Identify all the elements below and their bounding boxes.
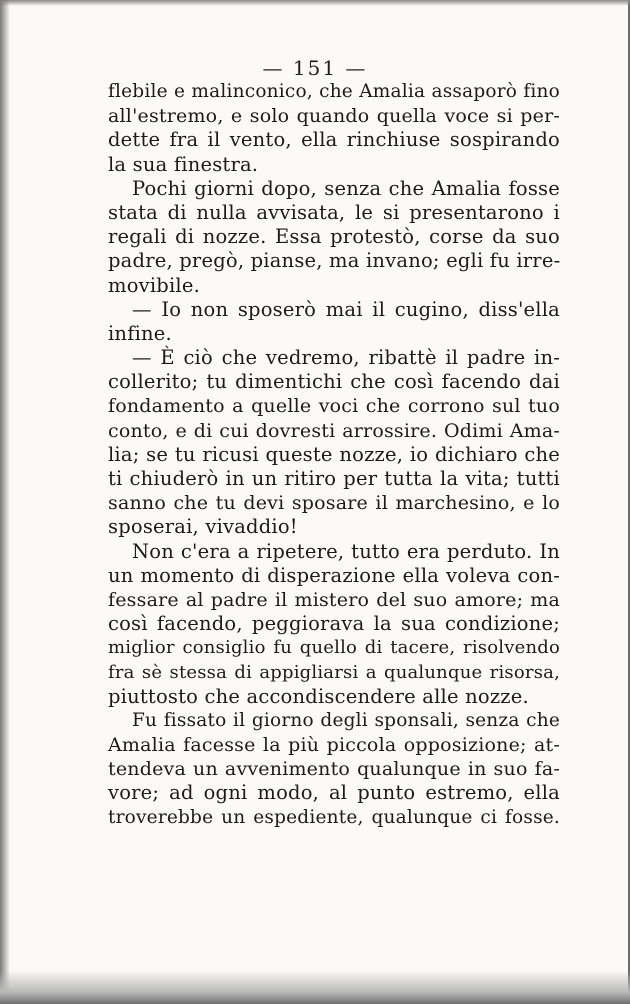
text-line: fra sè stessa di appigliarsi a qualunque risorsa,: [108, 661, 560, 683]
text-line: piuttosto che accondiscendere alle nozze.: [108, 684, 529, 708]
text-line: — Io non sposerò mai il cugino, diss'ella: [132, 297, 560, 321]
text-line: Pochi giorni dopo, senza che Amalia fosse: [132, 176, 560, 200]
text-line: conto, e di cui dovresti arrossire. Odimi Ama-: [108, 419, 560, 442]
body-text: [108, 80, 560, 830]
text-line: infine.: [108, 321, 172, 345]
page-number: — 151 —: [262, 56, 368, 80]
text-line: vore; ad ogni modo, al punto estremo, ella: [108, 781, 560, 805]
text-line: così facendo, peggiorava la sua condizione;: [108, 612, 560, 636]
page-left-edge: [0, 0, 10, 1004]
text-line: Fu fissato il giorno degli sponsali, senza che: [132, 709, 560, 731]
text-line: Amalia facesse la più piccola opposizione; at-: [108, 734, 560, 757]
text-line: sanno che tu devi sposare il marchesino, e lo: [108, 492, 560, 515]
text-line: miglior consiglio fu quello di tacere, risolvendo: [108, 637, 560, 659]
text-line: fondamento a quelle voci che corrono sul tuo: [108, 395, 560, 418]
page-top-edge: [0, 0, 630, 6]
text-line: movibile.: [108, 273, 200, 297]
text-line: la sua finestra.: [108, 152, 259, 176]
text-line: flebile e malinconico, che Amalia assaporò fino: [108, 81, 560, 102]
text-line: fessare al padre il mistero del suo amore; ma: [108, 588, 560, 611]
text-line: lia; se tu ricusi queste nozze, io dichiaro che: [108, 442, 560, 466]
text-line: ti chiuderò in un ritiro per tutta la vita; tutti: [108, 467, 560, 490]
text-line: padre, pregò, pianse, ma invano; egli fu irre-: [108, 249, 561, 273]
text-line: stata di nulla avvisata, le si presentarono i: [108, 200, 560, 224]
text-line: sposerai, vivaddio!: [108, 515, 298, 539]
text-line: Non c'era a ripetere, tutto era perduto. In: [132, 539, 560, 563]
text-line: dette fra il vento, ella rinchiuse sospirando: [108, 128, 560, 152]
page-bottom-edge: [0, 970, 630, 1004]
text-line: troverebbe un espediente, qualunque ci fosse.: [108, 806, 560, 828]
text-line: all'estremo, e solo quando quella voce si per-: [108, 105, 560, 128]
text-line: un momento di disperazione ella voleva con-: [108, 563, 560, 587]
text-line: collerito; tu dimentichi che così facendo dai: [108, 370, 560, 394]
text-line: — È ciò che vedremo, ribattè il padre in-: [132, 346, 560, 370]
text-line: regali di nozze. Essa protestò, corse da suo: [108, 225, 560, 249]
text-line: tendeva un avvenimento qualunque in suo fa-: [108, 758, 560, 781]
